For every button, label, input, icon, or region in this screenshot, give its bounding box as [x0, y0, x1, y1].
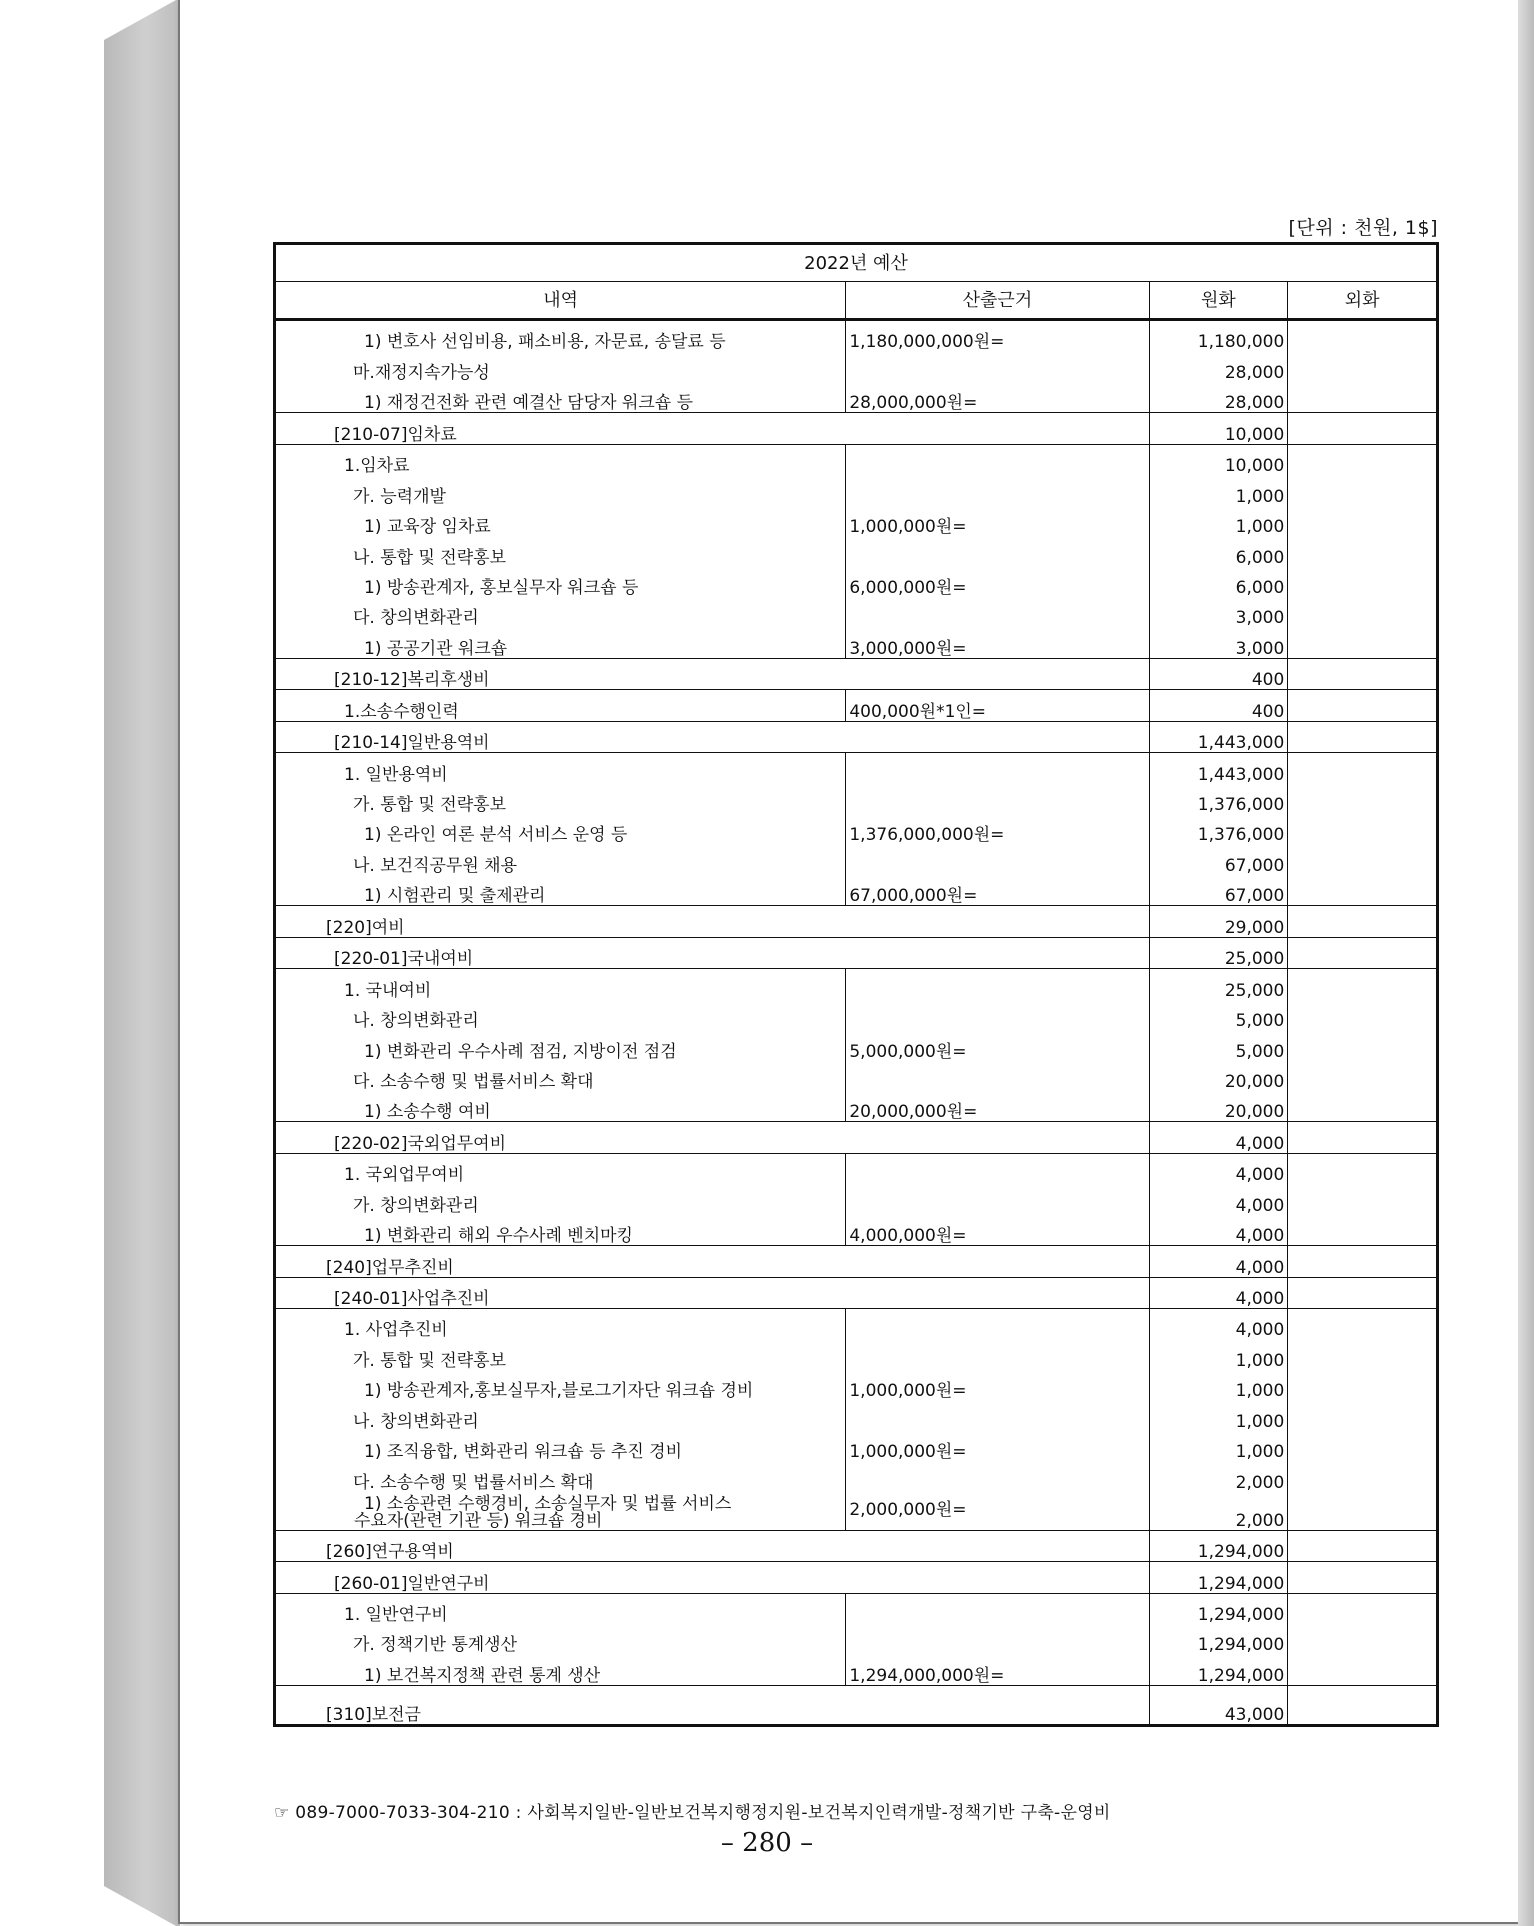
table-row: [275, 658, 1438, 689]
table-row: [275, 320, 1438, 352]
row-krw: 5,000: [1149, 1030, 1288, 1060]
row-krw: 67,000: [1149, 875, 1288, 906]
table-row: [275, 784, 1438, 814]
table-row: [275, 753, 1438, 784]
row-basis: [846, 536, 1149, 566]
row-foreign: [1288, 1562, 1438, 1593]
row-item: 1) 보건복지정책 관련 통계 생산: [275, 1654, 846, 1685]
table-row: [275, 444, 1438, 475]
row-krw: 1,000: [1149, 1431, 1288, 1461]
row-foreign: [1288, 1030, 1438, 1060]
table-row: [275, 1400, 1438, 1430]
row-foreign: [1288, 567, 1438, 597]
row-item: 다. 소송수행 및 법률서비스 확대: [275, 1061, 846, 1091]
table-row: [275, 1530, 1438, 1561]
row-foreign: [1288, 875, 1438, 906]
row-krw: 29,000: [1149, 906, 1288, 937]
row-basis: [846, 753, 1149, 784]
row-krw: 1,294,000: [1149, 1624, 1288, 1654]
row-foreign: [1288, 753, 1438, 784]
row-krw: 1,294,000: [1149, 1530, 1288, 1561]
table-row: [275, 1562, 1438, 1593]
row-basis: [846, 1061, 1149, 1091]
table-title: 2022년 예산: [275, 244, 1438, 282]
row-item: 나. 보건직공무원 채용: [275, 844, 846, 874]
row-krw: 4,000: [1149, 1246, 1288, 1277]
row-basis: [846, 444, 1149, 475]
row-foreign: [1288, 1370, 1438, 1400]
row-item: 1. 사업추진비: [275, 1309, 846, 1340]
row-foreign: [1288, 937, 1438, 968]
row-foreign: [1288, 320, 1438, 352]
table-body: [275, 320, 1438, 1726]
row-foreign: [1288, 1339, 1438, 1369]
row-basis: 20,000,000원=: [846, 1091, 1149, 1122]
row-foreign: [1288, 1593, 1438, 1624]
row-item: 나. 통합 및 전략홍보: [275, 536, 846, 566]
row-foreign: [1288, 536, 1438, 566]
row-item: 1) 변호사 선임비용, 패소비용, 자문료, 송달료 등: [275, 320, 846, 352]
row-basis: 1,000,000원=: [846, 1431, 1149, 1461]
row-krw: 25,000: [1149, 969, 1288, 1000]
row-krw: 67,000: [1149, 844, 1288, 874]
row-item: 1) 공공기관 워크숍: [275, 627, 846, 658]
row-basis: 4,000,000원=: [846, 1215, 1149, 1246]
row-foreign: [1288, 1530, 1438, 1561]
row-foreign: [1288, 1246, 1438, 1277]
row-krw: 20,000: [1149, 1091, 1288, 1122]
row-krw: 6,000: [1149, 567, 1288, 597]
row-basis: [846, 475, 1149, 505]
row-item: 1.임차료: [275, 444, 846, 475]
row-item: 1) 교육장 임차료: [275, 506, 846, 536]
row-krw: 25,000: [1149, 937, 1288, 968]
row-foreign: [1288, 444, 1438, 475]
row-item: 가. 정책기반 통계생산: [275, 1624, 846, 1654]
row-krw: 1,000: [1149, 475, 1288, 505]
row-krw: 2,000: [1149, 1492, 1288, 1531]
row-krw: 1,376,000: [1149, 814, 1288, 844]
row-krw: 4,000: [1149, 1122, 1288, 1153]
table-row: [275, 1431, 1438, 1461]
table-row: [275, 1184, 1438, 1214]
row-basis: [846, 1184, 1149, 1214]
row-item: 마.재정지속가능성: [275, 351, 846, 381]
row-basis: 1,294,000,000원=: [846, 1654, 1149, 1685]
row-foreign: [1288, 658, 1438, 689]
table-row: [275, 1685, 1438, 1725]
row-foreign: [1288, 844, 1438, 874]
table-row: [275, 969, 1438, 1000]
row-basis: [846, 1461, 1149, 1491]
row-krw: 1,000: [1149, 1400, 1288, 1430]
table-row: [275, 1122, 1438, 1153]
table-row: [275, 506, 1438, 536]
row-item: 가. 창의변화관리: [275, 1184, 846, 1214]
row-foreign: [1288, 969, 1438, 1000]
row-krw: 1,443,000: [1149, 721, 1288, 752]
row-foreign: [1288, 1000, 1438, 1030]
row-item: 1. 일반연구비: [275, 1593, 846, 1624]
row-foreign: [1288, 1654, 1438, 1685]
table-row: [275, 413, 1438, 444]
row-item: 1. 국외업무여비: [275, 1153, 846, 1184]
table-row: [275, 721, 1438, 752]
row-krw: 20,000: [1149, 1061, 1288, 1091]
table-row: [275, 1030, 1438, 1060]
row-item: 1) 방송관계자,홍보실무자,블로그기자단 워크숍 경비: [275, 1370, 846, 1400]
header-foreign: 외화: [1288, 282, 1438, 320]
row-foreign: [1288, 721, 1438, 752]
table-row: [275, 844, 1438, 874]
row-basis: [846, 1000, 1149, 1030]
table-row: [275, 1339, 1438, 1369]
table-row: [275, 1654, 1438, 1685]
row-krw: 1,000: [1149, 1370, 1288, 1400]
row-foreign: [1288, 1277, 1438, 1308]
table-row: [275, 1153, 1438, 1184]
row-krw: 4,000: [1149, 1277, 1288, 1308]
row-foreign: [1288, 906, 1438, 937]
table-row: [275, 475, 1438, 505]
table-row: [275, 597, 1438, 627]
row-foreign: [1288, 1400, 1438, 1430]
row-foreign: [1288, 351, 1438, 381]
row-foreign: [1288, 814, 1438, 844]
row-item: [210-07]임차료: [275, 413, 1150, 444]
row-foreign: [1288, 597, 1438, 627]
table-row: [275, 351, 1438, 381]
table-row: [275, 814, 1438, 844]
row-item: [220-01]국내여비: [275, 937, 1150, 968]
row-krw: 400: [1149, 658, 1288, 689]
row-basis: 1,376,000,000원=: [846, 814, 1149, 844]
row-item: [210-14]일반용역비: [275, 721, 1150, 752]
row-krw: 10,000: [1149, 413, 1288, 444]
table-row: [275, 1091, 1438, 1122]
row-foreign: [1288, 690, 1438, 721]
row-basis: 6,000,000원=: [846, 567, 1149, 597]
table-row: [275, 906, 1438, 937]
row-basis: 28,000,000원=: [846, 382, 1149, 413]
row-basis: [846, 1339, 1149, 1369]
row-foreign: [1288, 1309, 1438, 1340]
table-row: [275, 690, 1438, 721]
budget-table: [273, 242, 1439, 1727]
row-basis: [846, 597, 1149, 627]
row-basis: 1,000,000원=: [846, 1370, 1149, 1400]
table-row: [275, 1370, 1438, 1400]
table-row: [275, 1492, 1438, 1531]
table-row: [275, 1061, 1438, 1091]
table-row: [275, 382, 1438, 413]
row-foreign: [1288, 1431, 1438, 1461]
table-row: [275, 567, 1438, 597]
row-krw: 28,000: [1149, 382, 1288, 413]
row-krw: 10,000: [1149, 444, 1288, 475]
row-item: 가. 통합 및 전략홍보: [275, 1339, 846, 1369]
row-item: [310]보전금: [275, 1685, 1150, 1725]
row-krw: 4,000: [1149, 1153, 1288, 1184]
table-row: [275, 1461, 1438, 1491]
row-item: 가. 통합 및 전략홍보: [275, 784, 846, 814]
row-foreign: [1288, 1461, 1438, 1491]
row-basis: [846, 969, 1149, 1000]
row-basis: 2,000,000원=: [846, 1492, 1149, 1531]
row-krw: 43,000: [1149, 1685, 1288, 1725]
row-foreign: [1288, 1061, 1438, 1091]
row-krw: 3,000: [1149, 627, 1288, 658]
table-row: [275, 1309, 1438, 1340]
row-foreign: [1288, 1624, 1438, 1654]
row-krw: 28,000: [1149, 351, 1288, 381]
row-item: 1) 시험관리 및 출제관리: [275, 875, 846, 906]
row-foreign: [1288, 784, 1438, 814]
row-item-line: 1) 소송관련 수행경비, 소송실무자 및 법률 서비스: [364, 1493, 732, 1514]
table-row: [275, 1246, 1438, 1277]
row-foreign: [1288, 1215, 1438, 1246]
row-basis: [846, 1624, 1149, 1654]
row-foreign: [1288, 1153, 1438, 1184]
row-basis: 400,000원*1인=: [846, 690, 1149, 721]
row-basis: 1,000,000원=: [846, 506, 1149, 536]
row-item: [275, 1492, 846, 1531]
table-row: [275, 1593, 1438, 1624]
book-edge: [104, 0, 180, 1926]
row-basis: [846, 351, 1149, 381]
table-row: [275, 1277, 1438, 1308]
row-krw: 5,000: [1149, 1000, 1288, 1030]
row-krw: 1,000: [1149, 1339, 1288, 1369]
table-row: [275, 627, 1438, 658]
row-foreign: [1288, 1685, 1438, 1725]
row-krw: 2,000: [1149, 1461, 1288, 1491]
row-basis: 67,000,000원=: [846, 875, 1149, 906]
row-item: [240-01]사업추진비: [275, 1277, 1150, 1308]
row-item: 다. 소송수행 및 법률서비스 확대: [275, 1461, 846, 1491]
row-item: [220-02]국외업무여비: [275, 1122, 1150, 1153]
row-basis: 3,000,000원=: [846, 627, 1149, 658]
table-row: [275, 1624, 1438, 1654]
header-item: 내역: [275, 282, 846, 320]
row-item: [240]업무추진비: [275, 1246, 1150, 1277]
row-krw: 3,000: [1149, 597, 1288, 627]
table-row: [275, 1000, 1438, 1030]
row-krw: 400: [1149, 690, 1288, 721]
row-item: [210-12]복리후생비: [275, 658, 1150, 689]
row-foreign: [1288, 627, 1438, 658]
row-item: 1) 방송관계자, 홍보실무자 워크숍 등: [275, 567, 846, 597]
row-item: 1.소송수행인력: [275, 690, 846, 721]
row-item: 나. 창의변화관리: [275, 1000, 846, 1030]
table-row: [275, 937, 1438, 968]
row-basis: [846, 1400, 1149, 1430]
row-basis: [846, 1153, 1149, 1184]
row-foreign: [1288, 1122, 1438, 1153]
row-basis: 5,000,000원=: [846, 1030, 1149, 1060]
header-krw: 원화: [1149, 282, 1288, 320]
row-basis: [846, 1593, 1149, 1624]
row-item: 나. 창의변화관리: [275, 1400, 846, 1430]
row-item: 1. 국내여비: [275, 969, 846, 1000]
row-item: 1) 소송수행 여비: [275, 1091, 846, 1122]
row-item: 다. 창의변화관리: [275, 597, 846, 627]
row-krw: 4,000: [1149, 1215, 1288, 1246]
row-item: 1) 재정건전화 관련 예결산 담당자 워크숍 등: [275, 382, 846, 413]
page-shadow: [1518, 0, 1534, 1926]
row-krw: 1,376,000: [1149, 784, 1288, 814]
row-basis: [846, 1309, 1149, 1340]
row-basis: 1,180,000,000원=: [846, 320, 1149, 352]
row-item: [220]여비: [275, 906, 1150, 937]
row-krw: 1,443,000: [1149, 753, 1288, 784]
row-item: 1) 조직융합, 변화관리 워크숍 등 추진 경비: [275, 1431, 846, 1461]
row-krw: 1,294,000: [1149, 1562, 1288, 1593]
row-basis: [846, 844, 1149, 874]
table-row: [275, 875, 1438, 906]
row-foreign: [1288, 382, 1438, 413]
row-krw: 1,180,000: [1149, 320, 1288, 352]
row-item: 가. 능력개발: [275, 475, 846, 505]
row-basis: [846, 784, 1149, 814]
row-item: [260]연구용역비: [275, 1530, 1150, 1561]
footnote: ☞ 089-7000-7033-304-210 : 사회복지일반-일반보건복지행정지원-보건복지인력개발-정책기반 구축-운영비: [274, 1803, 1111, 1823]
row-krw: 1,000: [1149, 506, 1288, 536]
row-item: [260-01]일반연구비: [275, 1562, 1150, 1593]
row-krw: 1,294,000: [1149, 1593, 1288, 1624]
row-foreign: [1288, 1091, 1438, 1122]
row-foreign: [1288, 413, 1438, 444]
table-row: [275, 536, 1438, 566]
row-krw: 6,000: [1149, 536, 1288, 566]
row-item: 1) 변화관리 우수사례 점검, 지방이전 점검: [275, 1030, 846, 1060]
row-foreign: [1288, 1492, 1438, 1531]
table-row: [275, 1215, 1438, 1246]
row-foreign: [1288, 1184, 1438, 1214]
row-krw: 4,000: [1149, 1184, 1288, 1214]
row-item: 1) 변화관리 해외 우수사례 벤치마킹: [275, 1215, 846, 1246]
row-item-line: 수요자(관련 기관 등) 워크숍 경비: [354, 1510, 603, 1531]
unit-label: [단위 : 천원, 1$]: [1288, 217, 1438, 239]
row-item: 1. 일반용역비: [275, 753, 846, 784]
row-item: 1) 온라인 여론 분석 서비스 운영 등: [275, 814, 846, 844]
header-basis: 산출근거: [846, 282, 1149, 320]
row-foreign: [1288, 475, 1438, 505]
row-krw: 1,294,000: [1149, 1654, 1288, 1685]
page-number: – 280 –: [720, 1828, 814, 1858]
row-foreign: [1288, 506, 1438, 536]
row-krw: 4,000: [1149, 1309, 1288, 1340]
